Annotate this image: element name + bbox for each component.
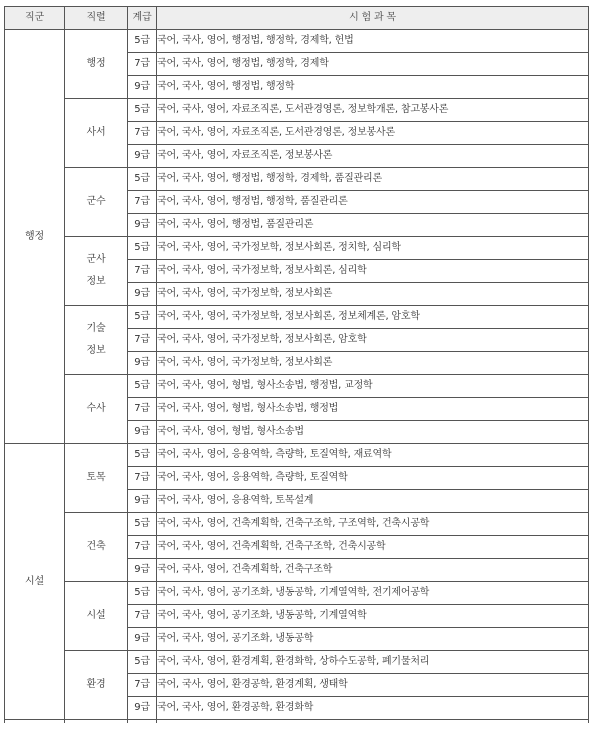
group-cell: 행정: [5, 30, 65, 444]
grade-cell: 7급: [128, 122, 157, 145]
subjects-cell: 국어, 국사, 영어, 국가정보학, 정보사회론, 암호학: [157, 329, 589, 352]
subjects-cell: 국어, 국사, 영어, 응용역학, 토목설계: [157, 490, 589, 513]
grade-cell: 5급: [128, 237, 157, 260]
grade-cell: 7급: [128, 605, 157, 628]
table-row: [5, 237, 589, 260]
job-cell: [65, 30, 128, 99]
table-row: [5, 99, 589, 122]
exam-subjects-table: [4, 6, 589, 723]
subjects-cell: 국어, 국사, 영어, 형법, 형사소송법: [157, 421, 589, 444]
job-label-line: 시설: [86, 610, 106, 621]
table-row: [5, 444, 589, 467]
job-label-line: 군수: [86, 196, 106, 207]
subjects-cell: 국어, 국사, 영어, 형법, 형사소송법, 행정법: [157, 398, 589, 421]
subjects-cell: 국어, 국사, 영어, 행정법, 행정학, 경제학, 품질관리론: [157, 168, 589, 191]
job-cell: [65, 444, 128, 513]
subjects-cell: 국어, 국사, 영어, 응용역학, 측량학, 토질역학, 재료역학: [157, 444, 589, 467]
grade-cell: 5급: [128, 168, 157, 191]
grade-cell: 9급: [128, 145, 157, 168]
grade-cell: 9급: [128, 559, 157, 582]
job-label-line: 정보: [86, 276, 106, 287]
header-job: 직렬: [65, 7, 128, 30]
job-cell: [65, 651, 128, 720]
job-cell: [65, 306, 128, 375]
subjects-cell: 국어, 국사, 영어, 행정법, 행정학, 경제학, 헌법: [157, 30, 589, 53]
subjects-cell: 국어, 국사, 영어, 환경계획, 환경화학, 상하수도공학, 폐기물처리: [157, 651, 589, 674]
table-row: [5, 375, 589, 398]
subjects-cell: 국어, 국사, 영어, 공기조화, 냉동공학, 기계열역학, 전기제어공학: [157, 582, 589, 605]
header-row: [5, 7, 589, 30]
grade-cell: 7급: [128, 260, 157, 283]
grade-cell: 9급: [128, 283, 157, 306]
job-label-line: 기술: [86, 323, 106, 334]
grade-cell: 7급: [128, 536, 157, 559]
job-label-line: 토목: [86, 472, 106, 483]
subjects-cell: 국어, 국사, 영어, 건축계획학, 건축구조학, 구조역학, 건축시공학: [157, 513, 589, 536]
grade-cell: 9급: [128, 628, 157, 651]
subjects-cell: 국어, 국사, 영어, 자료조직론, 도서관경영론, 정보학개론, 참고봉사론: [157, 99, 589, 122]
subjects-cell: 국어, 국사, 영어, 건축계획학, 건축구조학: [157, 559, 589, 582]
grade-cell: 9급: [128, 421, 157, 444]
subjects-cell: 국어, 국사, 영어, 국가정보학, 정보사회론, 정보체계론, 암호학: [157, 306, 589, 329]
table-row-cutoff: [5, 720, 589, 724]
grade-cell: 9급: [128, 76, 157, 99]
grade-cell: 9급: [128, 490, 157, 513]
job-label-line: 수사: [86, 403, 106, 414]
grade-cell: 5급: [128, 375, 157, 398]
subjects-cell: 국어, 국사, 영어, 행정법, 행정학, 품질관리론: [157, 191, 589, 214]
job-label-line: 정보: [86, 345, 106, 356]
group-cell: 시설: [5, 444, 65, 720]
table-row: [5, 513, 589, 536]
job-cell: [65, 582, 128, 651]
cutoff-cell: [128, 720, 157, 724]
grade-cell: 7급: [128, 329, 157, 352]
subjects-cell: 국어, 국사, 영어, 자료조직론, 정보봉사론: [157, 145, 589, 168]
table-row: [5, 30, 589, 53]
job-cell: [65, 237, 128, 306]
header-subjects: 시 험 과 목: [157, 7, 589, 30]
grade-cell: 5급: [128, 30, 157, 53]
subjects-cell: 국어, 국사, 영어, 행정법, 품질관리론: [157, 214, 589, 237]
job-label-line: 행정: [86, 58, 106, 69]
subjects-cell: 국어, 국사, 영어, 행정법, 행정학, 경제학: [157, 53, 589, 76]
cutoff-cell: [157, 720, 589, 724]
grade-cell: 5급: [128, 582, 157, 605]
subjects-cell: 국어, 국사, 영어, 형법, 형사소송법, 행정법, 교정학: [157, 375, 589, 398]
table-row: [5, 306, 589, 329]
grade-cell: 5급: [128, 513, 157, 536]
grade-cell: 7급: [128, 53, 157, 76]
grade-cell: 5급: [128, 99, 157, 122]
grade-cell: 7급: [128, 191, 157, 214]
subjects-cell: 국어, 국사, 영어, 국가정보학, 정보사회론, 심리학: [157, 260, 589, 283]
grade-cell: 9급: [128, 352, 157, 375]
job-cell: [65, 99, 128, 168]
grade-cell: 5급: [128, 651, 157, 674]
table-row: [5, 651, 589, 674]
job-label-line: 건축: [86, 541, 106, 552]
header-grade: 계급: [128, 7, 157, 30]
subjects-cell: 국어, 국사, 영어, 행정법, 행정학: [157, 76, 589, 99]
job-cell: [65, 168, 128, 237]
subjects-cell: 국어, 국사, 영어, 자료조직론, 도서관경영론, 정보봉사론: [157, 122, 589, 145]
grade-cell: 9급: [128, 214, 157, 237]
subjects-cell: 국어, 국사, 영어, 공기조화, 냉동공학, 기계열역학: [157, 605, 589, 628]
subjects-cell: 국어, 국사, 영어, 응용역학, 측량학, 토질역학: [157, 467, 589, 490]
grade-cell: 5급: [128, 306, 157, 329]
grade-cell: 7급: [128, 467, 157, 490]
job-cell: [65, 513, 128, 582]
grade-cell: 9급: [128, 697, 157, 720]
subjects-cell: 국어, 국사, 영어, 환경공학, 환경계획, 생태학: [157, 674, 589, 697]
job-cell: [65, 375, 128, 444]
grade-cell: 7급: [128, 674, 157, 697]
job-label-line: 사서: [86, 127, 106, 138]
subjects-cell: 국어, 국사, 영어, 국가정보학, 정보사회론: [157, 283, 589, 306]
job-label-line: 환경: [86, 679, 106, 690]
subjects-cell: 국어, 국사, 영어, 환경공학, 환경화학: [157, 697, 589, 720]
subjects-cell: 국어, 국사, 영어, 국가정보학, 정보사회론: [157, 352, 589, 375]
cutoff-cell: [65, 720, 128, 724]
table-row: [5, 168, 589, 191]
header-group: 직군: [5, 7, 65, 30]
subjects-cell: 국어, 국사, 영어, 건축계획학, 건축구조학, 건축시공학: [157, 536, 589, 559]
grade-cell: 7급: [128, 398, 157, 421]
table-body: [5, 30, 589, 724]
grade-cell: 5급: [128, 444, 157, 467]
job-label-line: 군사: [86, 254, 106, 265]
subjects-cell: 국어, 국사, 영어, 공기조화, 냉동공학: [157, 628, 589, 651]
cutoff-cell: [5, 720, 65, 724]
subjects-cell: 국어, 국사, 영어, 국가정보학, 정보사회론, 정치학, 심리학: [157, 237, 589, 260]
table-row: [5, 582, 589, 605]
